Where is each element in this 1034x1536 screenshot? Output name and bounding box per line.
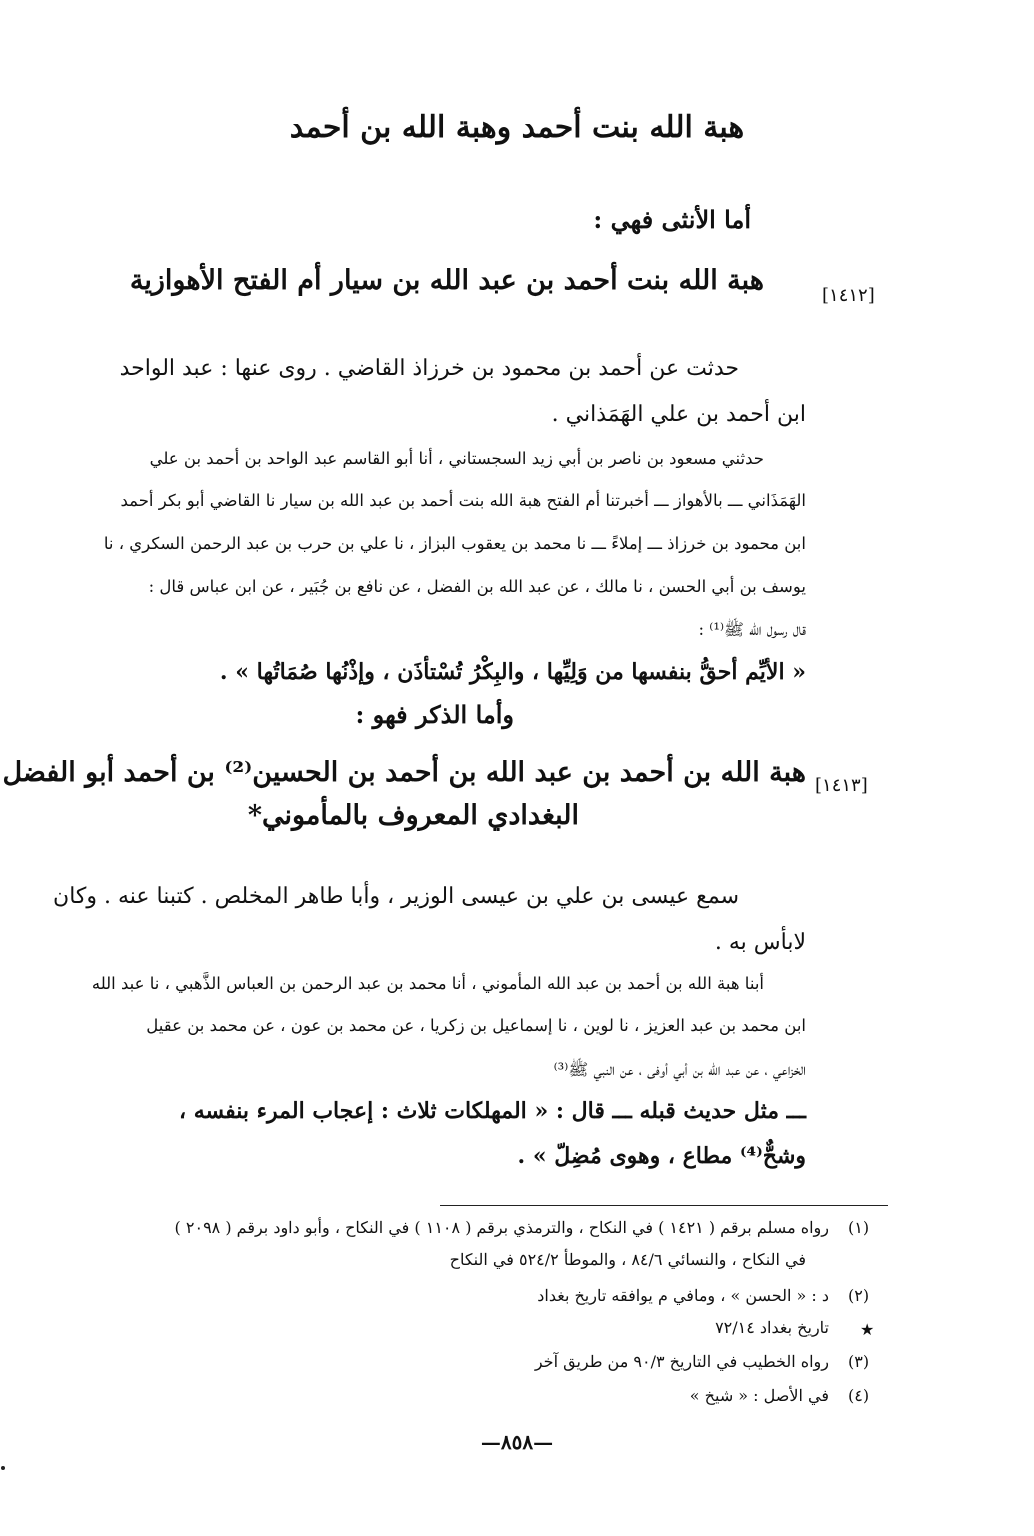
footnote-marker: (٢) <box>848 1286 870 1305</box>
isnad-line: الهَمَذَاني ـــ بالأهواز ـــ أخبرتنا أم الفتح هبة الله بنت أحمد بن عبد الله بن سيار نا القاضي أبو بكر أحمد <box>120 491 806 510</box>
footnote-marker: ★ <box>860 1320 875 1339</box>
male-section-intro: وأما الذكر فهو : <box>355 700 514 729</box>
footnote-text: رواه الخطيب في التاريخ ٩٠/٣ من طريق آخر <box>534 1352 829 1371</box>
hadith-text: وشحٌّ⁽⁴⁾ مطاع ، وهوى مُضِلّ » . <box>517 1143 806 1169</box>
isnad-line: قال رسول الله ﷺ⁽¹⁾ : <box>698 620 806 639</box>
isnad-line: حدثني مسعود بن ناصر بن أبي زيد السجستاني ، أنا أبو القاسم عبد الواحد بن أحمد بن علي <box>149 449 764 468</box>
footnote-marker: (٤) <box>848 1386 870 1405</box>
isnad-line: ابن محمد بن عبد العزيز ، نا لوين ، نا إسماعيل بن زكريا ، عن محمد بن عون ، عن محمد بن عقيل <box>146 1016 806 1035</box>
bio-line: لابأس به . <box>714 930 806 955</box>
entry-title-1413-cont: البغدادي المعروف بالمأموني* <box>247 800 579 831</box>
footnote-separator <box>440 1205 888 1206</box>
footnote-marker: (٣) <box>848 1352 870 1371</box>
female-section-intro: أما الأنثى فهي : <box>593 205 751 234</box>
page-heading: هبة الله بنت أحمد وهبة الله بن أحمد <box>289 110 745 145</box>
bio-line: سمع عيسى بن علي بن عيسى الوزير ، وأبا طاهر المخلص . كتبنا عنه . وكان <box>53 884 739 909</box>
isnad-line: يوسف بن أبي الحسن ، نا مالك ، عن عبد الله بن الفضل ، عن نافع بن جُبَير ، عن ابن عباس قال : <box>148 577 806 596</box>
scan-speck <box>1 1466 5 1470</box>
footnote-marker: (١) <box>848 1218 870 1237</box>
bio-line: حدثت عن أحمد بن محمود بن خرزاذ القاضي . روى عنها : عبد الواحد <box>119 356 739 381</box>
footnote-text: في النكاح ، والنسائي ٨٤/٦ ، والموطأ ٥٢٤/٢ في النكاح <box>449 1250 806 1269</box>
entry-number-1412: [١٤١٢] <box>822 285 875 306</box>
footnote-text: رواه مسلم برقم ( ١٤٢١ ) في النكاح ، والترمذي برقم ( ١١٠٨ ) في النكاح ، وأبو داود برقم ( ٢٠٩٨ ) <box>174 1218 829 1237</box>
hadith-text: ـــ مثل حديث قبله ـــ قال : « المهلكات ثلاث : إعجاب المرء بنفسه ، <box>178 1098 806 1124</box>
isnad-line: ابن محمود بن خرزاذ ـــ إملاءً ـــ نا محمد بن يعقوب البزاز ، نا علي بن حرب بن عبد الرحمن السكري ، نا <box>103 534 806 553</box>
isnad-line: الخزاعي ، عن عبد الله بن أبي أوفى ، عن النبي ﷺ⁽³⁾ <box>553 1060 806 1079</box>
page-number: —٨٥٨— <box>480 1430 554 1454</box>
isnad-line: أبنا هبة الله بن أحمد بن عبد الله المأموني ، أنا محمد بن عبد الرحمن بن العباس الذَّهبي ، نا عبد الله <box>91 974 764 993</box>
entry-title-1413: هبة الله بن أحمد بن عبد الله بن أحمد بن الحسين⁽²⁾ بن أحمد أبو الفضل <box>2 757 806 788</box>
footnote-text: تاريخ بغداد ٧٢/١٤ <box>715 1318 829 1337</box>
footnote-text: في الأصل : « شيخ » <box>689 1386 829 1405</box>
footnote-text: د : « الحسن » ، ومافي م يوافقه تاريخ بغداد <box>537 1286 829 1305</box>
entry-title-1412: هبة الله بنت أحمد بن عبد الله بن سيار أم الفتح الأهوازية <box>129 265 764 296</box>
hadith-text: « الأيِّم أحقُّ بنفسها من وَلِيِّها ، والبِكْرُ تُسْتأذَن ، وإذْنُها صُمَاتُها » . <box>219 659 806 685</box>
entry-number-1413: [١٤١٣] <box>815 775 868 796</box>
bio-line: ابن أحمد بن علي الهَمَذاني . <box>551 402 806 427</box>
